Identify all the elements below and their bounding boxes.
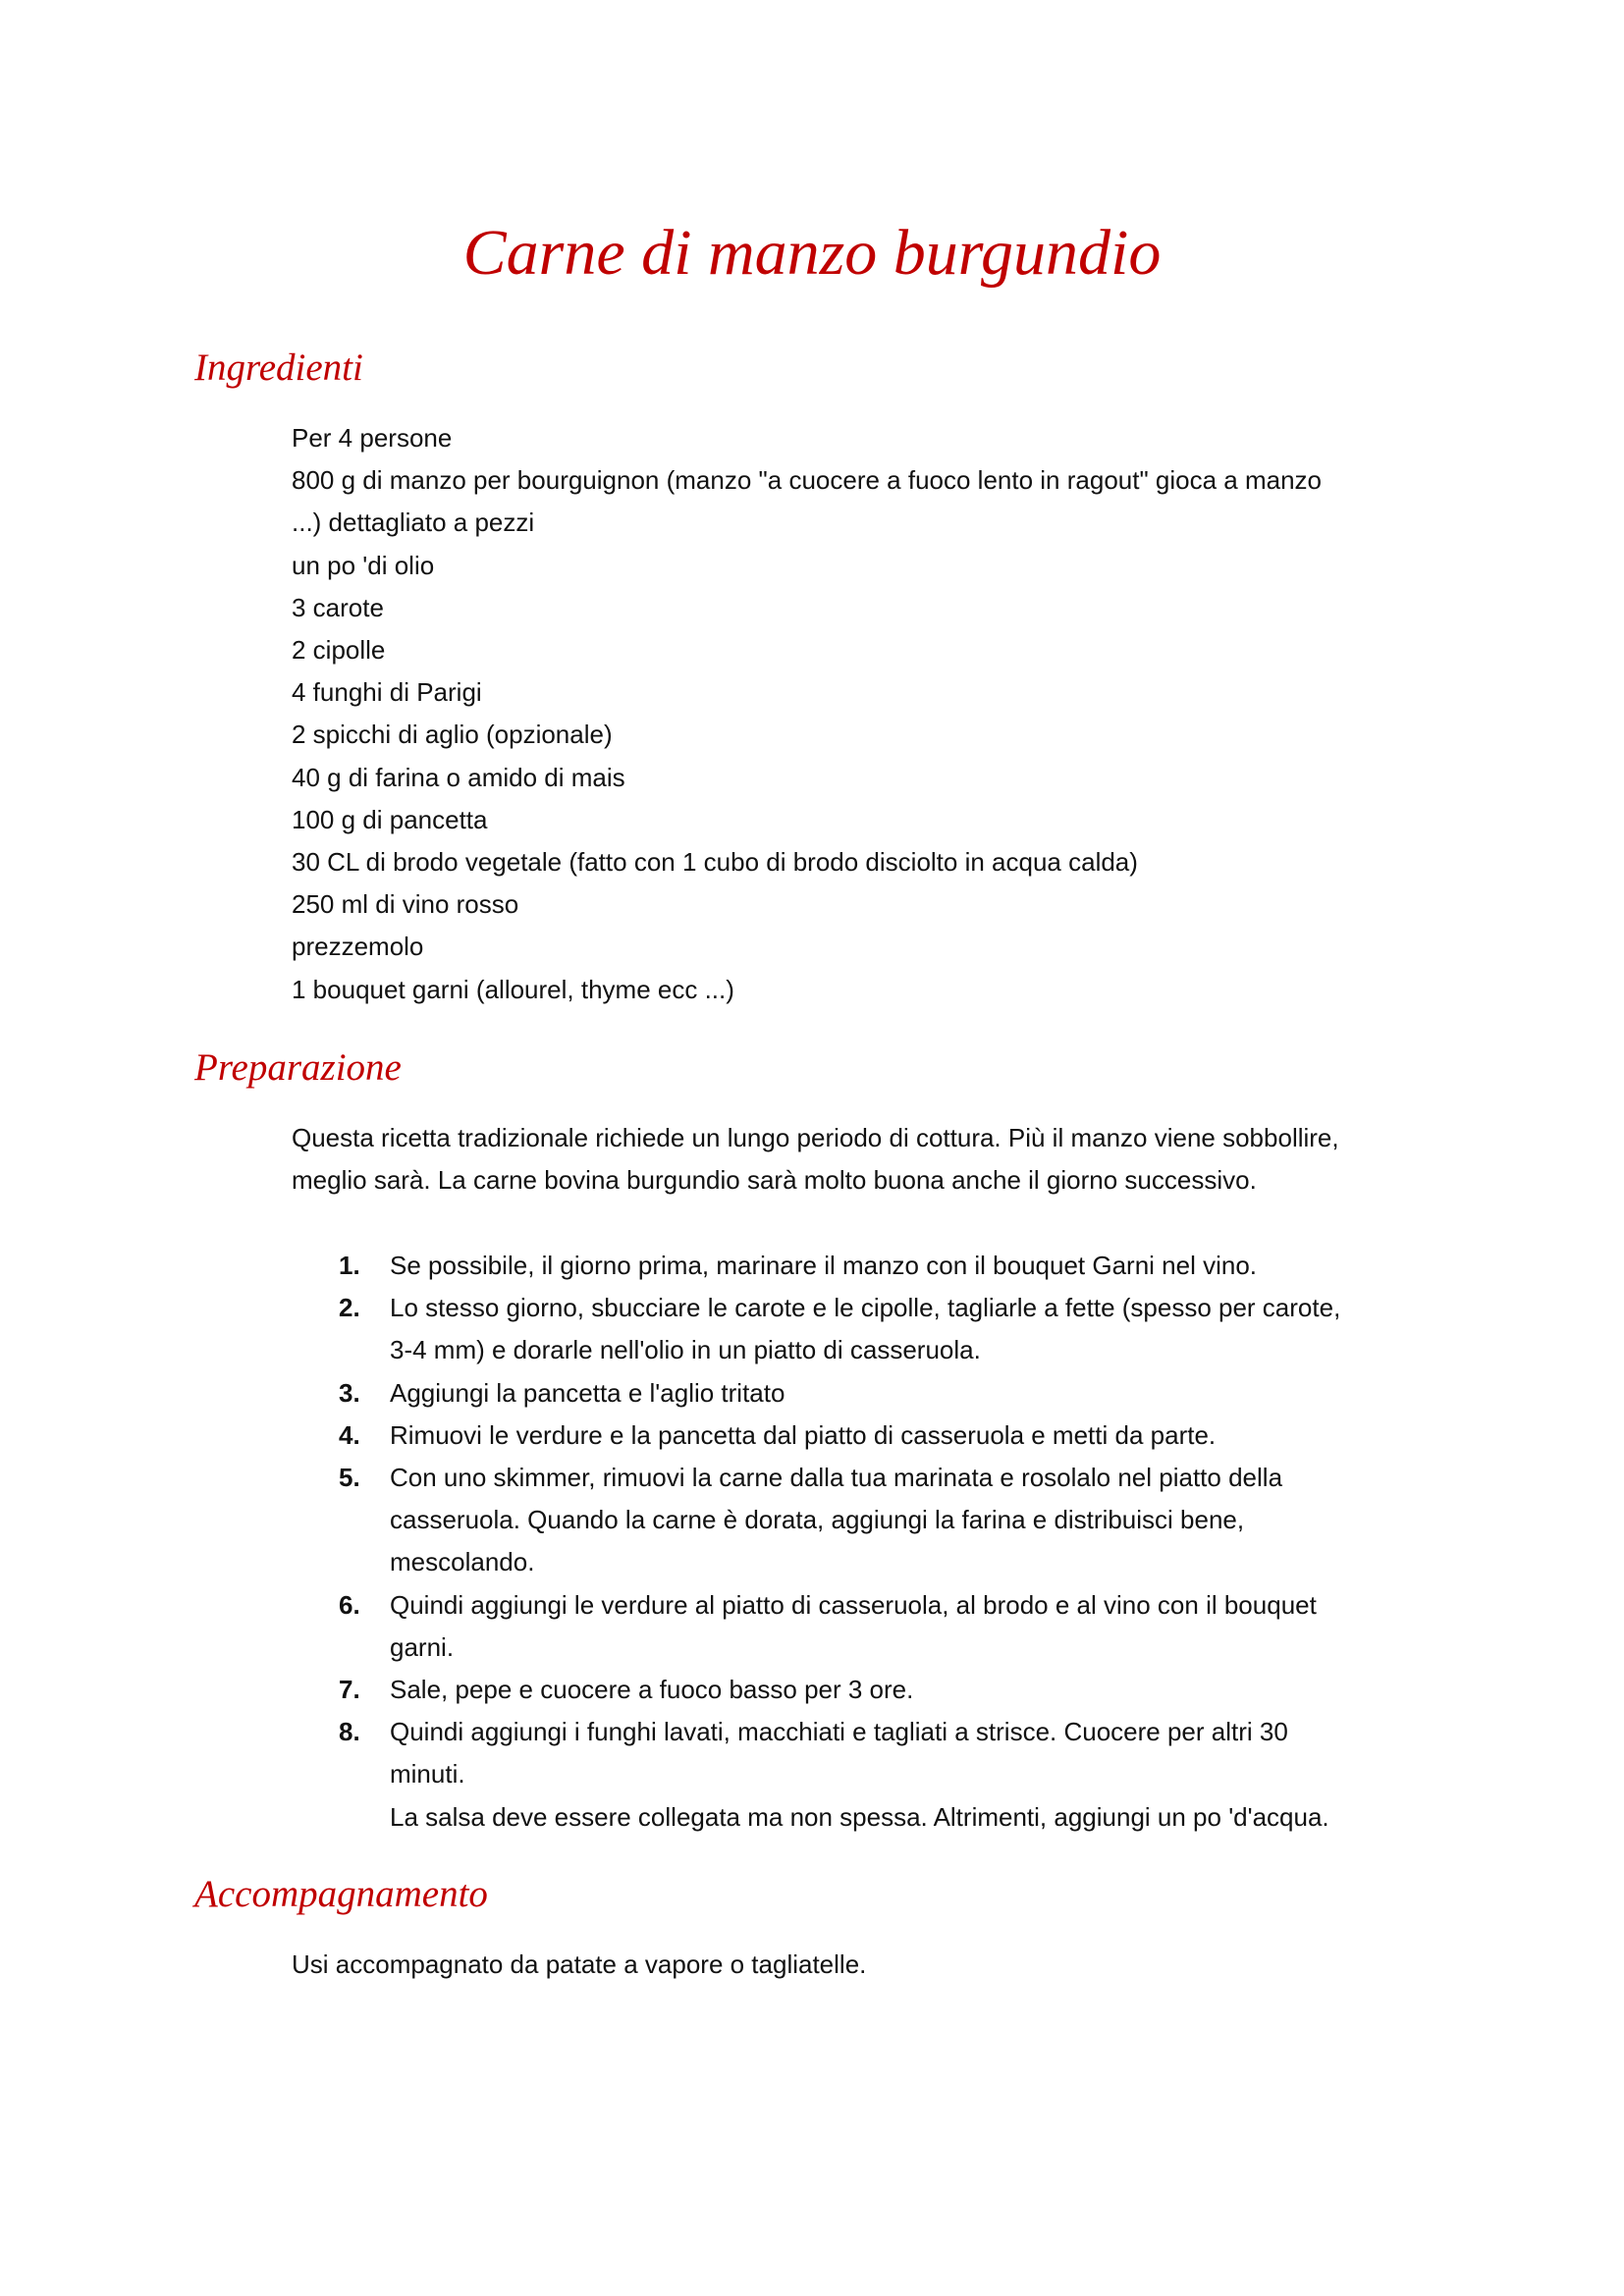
- step-item: [292, 1669, 1470, 1711]
- ingredients-heading: Ingredienti: [194, 347, 363, 389]
- accompaniment-text: [292, 1944, 1450, 1986]
- step-text: Sale, pepe e cuocere a fuoco basso per 3 ore.: [390, 1675, 914, 1705]
- step-text: Quindi aggiungi le verdure al piatto di casseruola, al brodo e al vino con il bouquet: [390, 1589, 1317, 1620]
- step-item: [292, 1287, 1470, 1371]
- step-number: 4.: [339, 1419, 360, 1450]
- ingredient-line: 2 cipolle: [292, 635, 386, 666]
- step-item: [292, 1245, 1470, 1287]
- step-text: Rimuovi le verdure e la pancetta dal piatto di casseruola e metti da parte.: [390, 1419, 1217, 1450]
- step-number: 2.: [339, 1293, 360, 1323]
- step-item: [292, 1584, 1470, 1669]
- ingredient-line: prezzemolo: [292, 932, 424, 962]
- document-title: Carne di manzo burgundio: [462, 217, 1162, 289]
- step-text: Aggiungi la pancetta e l'aglio tritato: [390, 1377, 785, 1408]
- step-text: garni.: [390, 1631, 455, 1662]
- ingredient-line: 800 g di manzo per bourguignon (manzo "a cuocere a fuoco lento in ragout" gioca a manzo: [292, 465, 1323, 496]
- ingredient-line: un po 'di olio: [292, 550, 435, 580]
- ingredient-line: 100 g di pancetta: [292, 804, 488, 834]
- preparation-heading: Preparazione: [194, 1046, 402, 1089]
- step-text: Con uno skimmer, rimuovi la carne dalla tua marinata e rosolalo nel piatto della: [390, 1463, 1283, 1493]
- step-number: 8.: [339, 1717, 360, 1747]
- step-number: 1.: [339, 1251, 360, 1280]
- step-text: 3-4 mm) e dorarle nell'olio in un piatto di casseruola.: [390, 1335, 981, 1365]
- ingredients-list: [292, 417, 1450, 1011]
- step-text: Lo stesso giorno, sbucciare le carote e le cipolle, tagliarle a fette (spesso per carote,: [390, 1293, 1341, 1323]
- ingredient-line: ...) dettagliato a pezzi: [292, 507, 535, 538]
- intro-line: meglio sarà. La carne bovina burgundio sarà molto buona anche il giorno successivo.: [292, 1165, 1257, 1196]
- step-text: Quindi aggiungi i funghi lavati, macchiati e tagliati a strisce. Cuocere per altri 30: [390, 1717, 1288, 1747]
- ingredient-line: 250 ml di vino rosso: [292, 889, 519, 920]
- ingredient-line: Per 4 persone: [292, 423, 453, 453]
- step-text: Se possibile, il giorno prima, marinare il manzo con il bouquet Garni nel vino.: [390, 1251, 1257, 1280]
- ingredient-line: 4 funghi di Parigi: [292, 677, 482, 708]
- intro-line: Questa ricetta tradizionale richiede un lungo periodo di cottura. Più il manzo viene sobbollire,: [292, 1123, 1339, 1152]
- ingredient-line: 3 carote: [292, 592, 384, 622]
- step-text: minuti.: [390, 1759, 465, 1789]
- step-text: La salsa deve essere collegata ma non spessa. Altrimenti, aggiungi un po 'd'acqua.: [390, 1801, 1329, 1832]
- ingredient-line: 40 g di farina o amido di mais: [292, 762, 625, 792]
- accompaniment-heading: Accompagnamento: [194, 1873, 488, 1915]
- step-item: [292, 1711, 1470, 1839]
- step-number: 5.: [339, 1463, 360, 1493]
- accompaniment-line: Usi accompagnato da patate a vapore o tagliatelle.: [292, 1949, 867, 1979]
- step-item: [292, 1372, 1470, 1415]
- step-text: casseruola. Quando la carne è dorata, aggiungi la farina e distribuisci bene,: [390, 1505, 1245, 1535]
- step-item: [292, 1415, 1470, 1457]
- step-number: 6.: [339, 1589, 360, 1620]
- step-number: 7.: [339, 1675, 360, 1705]
- ingredient-line: 30 CL di brodo vegetale (fatto con 1 cubo di brodo disciolto in acqua calda): [292, 847, 1138, 878]
- step-text: mescolando.: [390, 1547, 535, 1577]
- step-item: [292, 1457, 1470, 1584]
- step-number: 3.: [339, 1377, 360, 1408]
- preparation-steps: [292, 1245, 1470, 1839]
- preparation-intro: [292, 1117, 1450, 1201]
- ingredient-line: 1 bouquet garni (allourel, thyme ecc ...): [292, 974, 734, 1004]
- ingredient-line: 2 spicchi di aglio (opzionale): [292, 720, 613, 750]
